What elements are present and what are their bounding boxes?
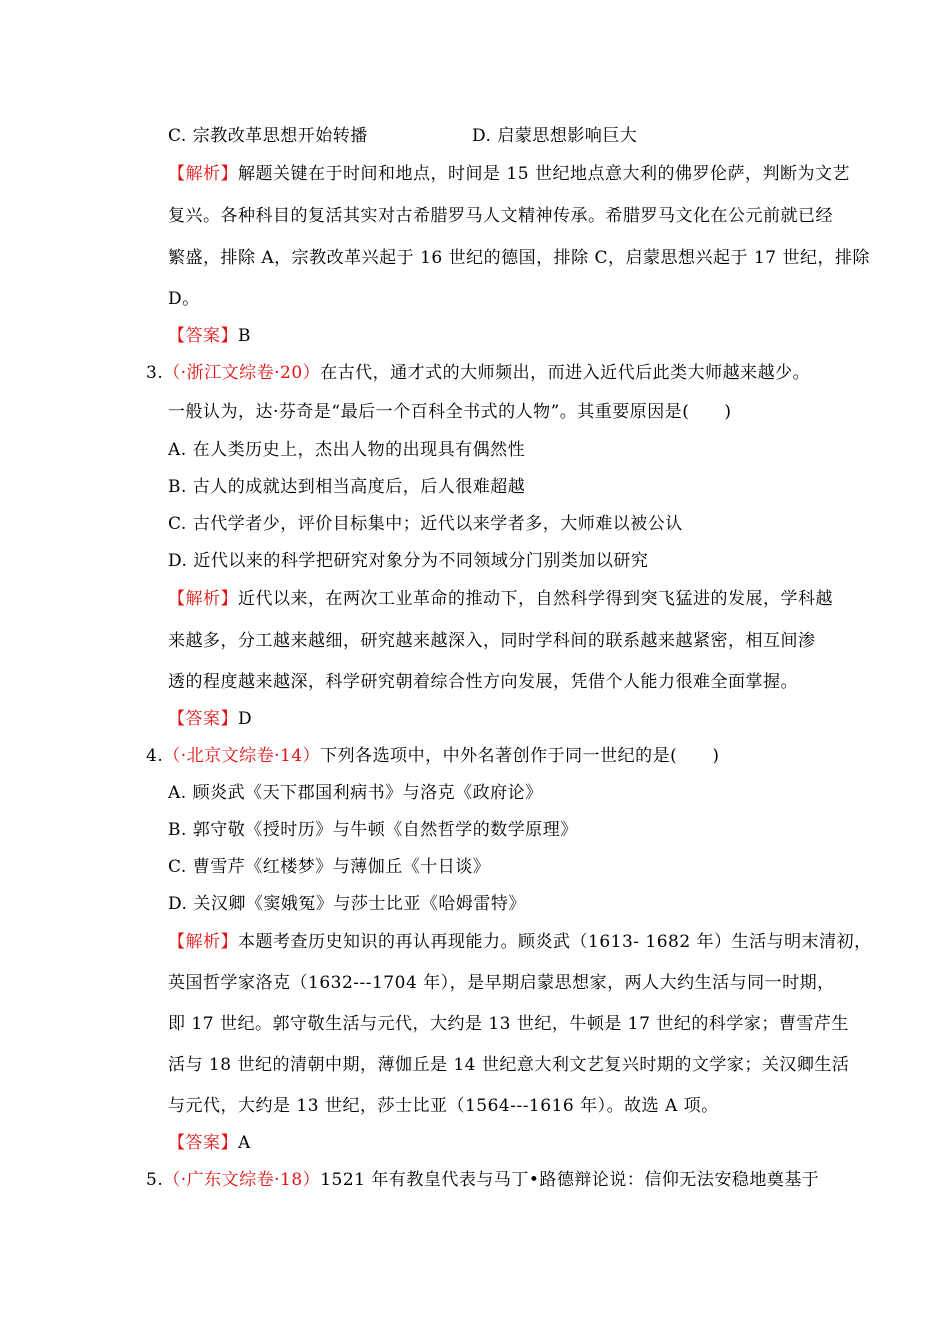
q3-option-d: D. 近代以来的科学把研究对象分为不同领域分门别类加以研究 [168,551,649,571]
q3-option-a: A. 在人类历史上，杰出人物的出现具有偶然性 [168,440,526,460]
q3-option-c: C. 古代学者少，评价目标集中；近代以来学者多，大师难以被公认 [168,514,683,534]
q2-answer: 【答案】B [168,326,251,346]
q2-answer-tag: 【答案】 [168,326,238,346]
q4-option-c: C. 曹雪芹《红楼梦》与薄伽丘《十日谈》 [168,857,491,877]
q4-analysis-line-2: 英国哲学家洛克（1632---1704 年），是早期启蒙思想家，两人大约生活与同一时期， [168,973,835,993]
q3-stem-line-1: 3.（·浙江文综卷·20）在古代，通才式的大师频出，而进入近代后此类大师越来越少。 [146,363,811,383]
q2-analysis-line-4: D。 [168,289,200,309]
q4-analysis-line-5: 与元代，大约是 13 世纪，莎士比亚（1564---1616 年）。故选 A 项。 [168,1096,719,1116]
q3-answer: 【答案】D [168,709,253,729]
q2-analysis-tag: 【解析】 [168,164,238,184]
q2-option-c: C. 宗教改革思想开始转播 [168,126,368,146]
q4-analysis-tag: 【解析】 [168,932,238,952]
q2-analysis-line-2: 复兴。各种科目的复活其实对古希腊罗马人文精神传承。希腊罗马文化在公元前就已经 [168,206,833,226]
q5-source: （·广东文综卷·18） [163,1170,321,1190]
q3-option-b: B. 古人的成就达到相当高度后，后人很难超越 [168,477,526,497]
q4-analysis-line-3: 即 17 世纪。郭守敬生活与元代，大约是 13 世纪，牛顿是 17 世纪的科学家；曹雪芹生 [168,1014,849,1034]
q4-source: （·北京文综卷·14） [163,746,321,766]
q4-answer-tag: 【答案】 [168,1133,238,1153]
q4-analysis-line-1: 【解析】本题考查历史知识的再认再现能力。顾炎武（1613- 1682 年）生活与明末清初， [168,932,872,952]
q5-number: 5. [146,1170,164,1190]
q4-stem: 4.（·北京文综卷·14）下列各选项中，中外名著创作于同一世纪的是( ) [146,746,720,766]
q2-analysis-line-3: 繁盛，排除 A，宗教改革兴起于 16 世纪的德国，排除 C，启蒙思想兴起于 17 世纪，排除 [168,248,870,268]
q3-answer-tag: 【答案】 [168,709,238,729]
q4-number: 4. [146,746,164,766]
q3-analysis-line-2: 来越多，分工越来越细，研究越来越深入，同时学科间的联系越来越紧密，相互间渗 [168,631,816,651]
q3-stem-line-2: 一般认为，达·芬奇是“最后一个百科全书式的人物”。其重要原因是( ) [168,402,732,422]
q3-analysis-line-1: 【解析】近代以来，在两次工业革命的推动下，自然科学得到突飞猛进的发展，学科越 [168,589,833,609]
q4-analysis-line-4: 活与 18 世纪的清朝中期，薄伽丘是 14 世纪意大利文艺复兴时期的文学家；关汉卿生活 [168,1055,850,1075]
q4-answer: 【答案】A [168,1133,251,1153]
q4-option-a: A. 顾炎武《天下郡国利病书》与洛克《政府论》 [168,783,543,803]
q3-analysis-line-3: 透的程度越来越深，科学研究朝着综合性方向发展，凭借个人能力很难全面掌握。 [168,672,798,692]
q2-analysis-line-1: 【解析】解题关键在于时间和地点，时间是 15 世纪地点意大利的佛罗伦萨，判断为文艺 [168,164,850,184]
q3-analysis-tag: 【解析】 [168,589,238,609]
q4-option-b: B. 郭守敬《授时历》与牛顿《自然哲学的数学原理》 [168,820,578,840]
q3-number: 3. [146,363,164,383]
q3-source: （·浙江文综卷·20） [163,363,321,383]
q4-option-d: D. 关汉卿《窦娥冤》与莎士比亚《哈姆雷特》 [168,894,526,914]
q2-option-row [168,124,638,148]
q2-option-d: D. 启蒙思想影响巨大 [472,126,638,146]
q5-stem: 5.（·广东文综卷·18）1521 年有教皇代表与马丁•路德辩论说：信仰无法安稳地奠基于 [146,1170,820,1190]
